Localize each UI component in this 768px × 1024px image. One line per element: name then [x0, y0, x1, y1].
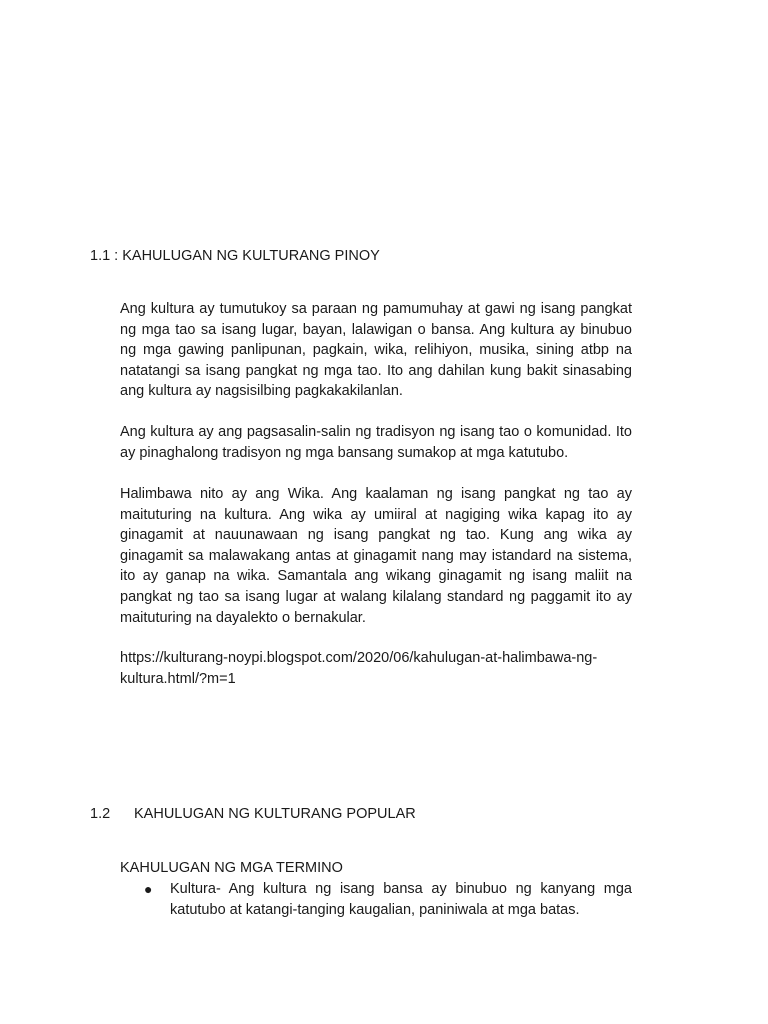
section-2-heading [90, 804, 416, 824]
section-1-paragraph-1: Ang kultura ay tumutukoy sa paraan ng pamumuhay at gawi ng isang pangkat ng mga tao sa isang lugar, bayan, lalawigan o bansa. Ang kultura ay binubuo ng mga gawing panlipunan, pagkain, wika, relihiyon, musika, sining atbp na natatangi sa isang pangkat ng mga tao. Ito ang dahilan kung bakit sinasabing ang kultura ay nagsisilbing pagkakakilanlan. [120, 301, 632, 400]
section-2-title: KAHULUGAN NG KULTURANG POPULAR [134, 806, 416, 822]
section-1-paragraph-2: Ang kultura ay ang pagsasalin-salin ng tradisyon ng isang tao o komunidad. Ito ay pinaghalong tradisyon ng mga bansang sumakop at mga katutubo. [120, 424, 632, 461]
section-1-heading: 1.1 : KAHULUGAN NG KULTURANG PINOY [90, 248, 380, 264]
source-link: https://kulturang-noypi.blogspot.com/2020/06/kahulugan-at-halimbawa-ng-kultura.html/?m=1 [120, 650, 598, 687]
bullet-icon: ● [144, 881, 153, 897]
terms-subheading: KAHULUGAN NG MGA TERMINO [120, 860, 343, 876]
section-1-paragraph-3: Halimbawa nito ay ang Wika. Ang kaalaman ng isang pangkat ng tao ay maituturing na kultura. Ang wika ay umiiral at nagiging wika kapag ito ay ginagamit at nauunawaan ng isang pangkat ng tao. Kung ang wika ay ginagamit sa malawakang antas at ginagamit nang may istandard na sistema, ito ay ganap na wika. Samantala ang wikang ginagamit ng isang maliit na pangkat ng tao sa isang lugar at walang kilalang standard ng paggamit ito ay maituturing na dayalekto o bernakular. [120, 486, 632, 626]
section-2-number: 1.2 [90, 806, 111, 822]
bullet-text: Kultura- Ang kultura ng isang bansa ay binubuo ng kanyang mga katutubo at katangi-tanging kaugalian, paniniwala at mga batas. [170, 881, 632, 918]
